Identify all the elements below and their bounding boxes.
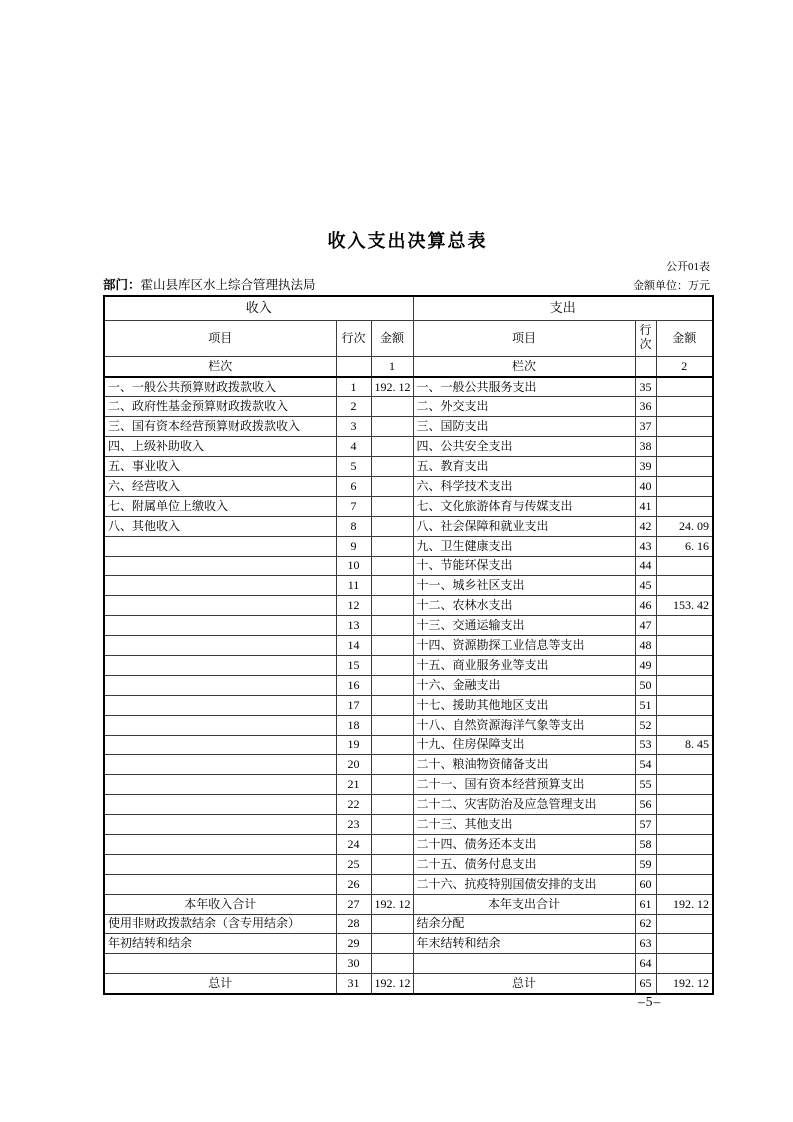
income-line-cell: 5: [336, 457, 371, 477]
table-column-header-row: [104, 320, 713, 356]
income-item-cell: [104, 874, 336, 894]
expense-line-cell: 45: [635, 576, 656, 596]
income-line-cell: 26: [336, 874, 371, 894]
income-item-cell: [104, 795, 336, 815]
expense-item-cell: 十、节能环保支出: [413, 556, 635, 576]
expense-line-cell: 38: [635, 437, 656, 457]
income-amount-cell: [371, 874, 413, 894]
expense-line-cell: 40: [635, 476, 656, 496]
expense-item-cell: 六、科学技术支出: [413, 476, 635, 496]
expense-line-cell: 46: [635, 596, 656, 616]
expense-amount-cell: [656, 795, 713, 815]
table-row: [104, 894, 713, 914]
department-line: [103, 275, 316, 293]
table-row: [104, 815, 713, 835]
income-amount-cell: [371, 437, 413, 457]
income-amount-cell: [371, 795, 413, 815]
expense-item-cell: 五、教育支出: [413, 457, 635, 477]
income-line-cell: 9: [336, 536, 371, 556]
expense-line-cell: 59: [635, 854, 656, 874]
expense-column-index-label: 栏次: [413, 356, 635, 377]
income-amount-cell: [371, 576, 413, 596]
income-item-cell: [104, 954, 336, 974]
income-line-cell: 30: [336, 954, 371, 974]
income-amount-cell: [371, 775, 413, 795]
expense-line-cell: 55: [635, 775, 656, 795]
table-row: [104, 715, 713, 735]
expense-amount-cell: [656, 616, 713, 636]
table-row: [104, 755, 713, 775]
income-item-cell: [104, 695, 336, 715]
expense-line-cell: 42: [635, 516, 656, 536]
income-item-cell: [104, 616, 336, 636]
income-item-cell: 年初结转和结余: [104, 934, 336, 954]
income-item-cell: 五、事业收入: [104, 457, 336, 477]
income-line-cell: 20: [336, 755, 371, 775]
expense-line-cell: 63: [635, 934, 656, 954]
income-amount-cell: 192. 12: [371, 974, 413, 994]
expense-item-cell: 十八、自然资源海洋气象等支出: [413, 715, 635, 735]
income-item-cell: [104, 775, 336, 795]
expense-item-cell: 十六、金融支出: [413, 675, 635, 695]
expense-item-cell: 十五、商业服务业等支出: [413, 655, 635, 675]
expense-amount-cell: [656, 476, 713, 496]
table-row: [104, 417, 713, 437]
income-line-cell: 19: [336, 735, 371, 755]
income-item-cell: 二、政府性基金预算财政拨款收入: [104, 397, 336, 417]
expense-amount-cell: [656, 655, 713, 675]
expense-item-cell: 三、国防支出: [413, 417, 635, 437]
income-line-cell: 24: [336, 834, 371, 854]
expense-item-cell: 二十一、国有资本经营预算支出: [413, 775, 635, 795]
table-row: [104, 695, 713, 715]
expense-item-cell: 二十二、灾害防治及应急管理支出: [413, 795, 635, 815]
income-item-cell: [104, 715, 336, 735]
expense-amount-cell: 6. 16: [656, 536, 713, 556]
expense-line-cell: 57: [635, 815, 656, 835]
income-amount-cell: [371, 715, 413, 735]
expense-line-cell: 49: [635, 655, 656, 675]
expense-item-cell: 八、社会保障和就业支出: [413, 516, 635, 536]
page-title: 收入支出决算总表: [327, 231, 488, 251]
expense-line-cell: 39: [635, 457, 656, 477]
expense-item-cell: 一、一般公共服务支出: [413, 377, 635, 397]
income-amount-cell: 192. 12: [371, 894, 413, 914]
table-row: [104, 536, 713, 556]
income-line-cell: 11: [336, 576, 371, 596]
income-item-cell: [104, 834, 336, 854]
expense-amount-cell: [656, 755, 713, 775]
income-amount-cell: [371, 536, 413, 556]
expense-line-cell: 64: [635, 954, 656, 974]
table-row: [104, 834, 713, 854]
expense-amount-cell: [656, 775, 713, 795]
expense-item-cell: 十三、交通运输支出: [413, 616, 635, 636]
expense-line-cell: 60: [635, 874, 656, 894]
expense-amount-cell: [656, 377, 713, 397]
income-item-cell: 七、附属单位上缴收入: [104, 496, 336, 516]
expense-amount-cell: [656, 914, 713, 934]
income-item-cell: 总计: [104, 974, 336, 994]
expense-item-cell: 二十六、抗疫特别国债安排的支出: [413, 874, 635, 894]
table-row: [104, 476, 713, 496]
expense-amount-cell: [656, 815, 713, 835]
expense-item-cell: 年末结转和结余: [413, 934, 635, 954]
income-amount-cell: [371, 735, 413, 755]
table-row: [104, 397, 713, 417]
income-amount-cell: [371, 695, 413, 715]
income-item-cell: [104, 854, 336, 874]
income-line-cell: 16: [336, 675, 371, 695]
expense-line-cell: 47: [635, 616, 656, 636]
income-line-cell: 31: [336, 974, 371, 994]
expense-item-cell: 十九、住房保障支出: [413, 735, 635, 755]
expense-line-cell: 56: [635, 795, 656, 815]
expense-item-cell: 二、外交支出: [413, 397, 635, 417]
income-line-cell: 12: [336, 596, 371, 616]
income-amount-cell: [371, 636, 413, 656]
table-row: [104, 974, 713, 994]
expense-item-cell: 九、卫生健康支出: [413, 536, 635, 556]
expense-item-cell: 七、文化旅游体育与传媒支出: [413, 496, 635, 516]
expense-item-cell: [413, 954, 635, 974]
income-amount-cell: [371, 834, 413, 854]
income-item-cell: 三、国有资本经营预算财政拨款收入: [104, 417, 336, 437]
expense-line-cell: 61: [635, 894, 656, 914]
expense-amount-cell: [656, 715, 713, 735]
income-line-index-blank: [336, 356, 371, 377]
expense-line-cell: 51: [635, 695, 656, 715]
expense-line-cell: 44: [635, 556, 656, 576]
expense-amount-cell: 8. 45: [656, 735, 713, 755]
document-sheet: [103, 0, 712, 995]
income-item-cell: [104, 576, 336, 596]
income-item-cell: [104, 655, 336, 675]
expense-amount-cell: 153. 42: [656, 596, 713, 616]
expense-line-index-blank: [635, 356, 656, 377]
expense-item-cell: 二十、粮油物资储备支出: [413, 755, 635, 775]
income-amount-cell: [371, 755, 413, 775]
income-item-cell: 使用非财政拨款结余（含专用结余）: [104, 914, 336, 934]
income-amount-cell: [371, 675, 413, 695]
expense-amount-cell: [656, 854, 713, 874]
income-line-cell: 7: [336, 496, 371, 516]
expense-amount-cell: [656, 934, 713, 954]
table-row: [104, 954, 713, 974]
income-line-cell: 25: [336, 854, 371, 874]
expense-amount-cell: [656, 417, 713, 437]
income-amount-cell: [371, 934, 413, 954]
income-item-cell: [104, 556, 336, 576]
income-item-cell: [104, 675, 336, 695]
table-row: [104, 457, 713, 477]
income-item-cell: [104, 636, 336, 656]
income-amount-cell: [371, 914, 413, 934]
income-line-cell: 10: [336, 556, 371, 576]
expense-amount-column-header: 金额: [656, 320, 713, 356]
expense-item-cell: 十二、农林水支出: [413, 596, 635, 616]
expense-amount-cell: 192. 12: [656, 974, 713, 994]
income-amount-cell: 192. 12: [371, 377, 413, 397]
expense-amount-cell: [656, 954, 713, 974]
expense-line-cell: 54: [635, 755, 656, 775]
income-item-cell: [104, 536, 336, 556]
expense-line-column-header: 行次: [635, 320, 656, 356]
income-line-cell: 21: [336, 775, 371, 795]
income-line-column-header: 行次: [336, 320, 371, 356]
expense-line-cell: 35: [635, 377, 656, 397]
expense-amount-cell: [656, 695, 713, 715]
income-line-cell: 23: [336, 815, 371, 835]
expense-line-cell: 52: [635, 715, 656, 735]
expense-amount-cell: 192. 12: [656, 894, 713, 914]
expense-line-cell: 65: [635, 974, 656, 994]
expense-item-cell: 结余分配: [413, 914, 635, 934]
expense-line-cell: 53: [635, 735, 656, 755]
table-row: [104, 556, 713, 576]
table-row: [104, 934, 713, 954]
meta-line: [103, 275, 712, 293]
department-name: 霍山县库区水上综合管理执法局: [140, 278, 316, 292]
table-row: [104, 795, 713, 815]
expense-item-cell: 四、公共安全支出: [413, 437, 635, 457]
income-amount-cell: [371, 516, 413, 536]
expense-line-cell: 43: [635, 536, 656, 556]
table-row: [104, 914, 713, 934]
table-row: [104, 854, 713, 874]
income-amount-cell: [371, 397, 413, 417]
income-amount-cell: [371, 556, 413, 576]
expense-line-cell: 58: [635, 834, 656, 854]
expense-line-cell: 41: [635, 496, 656, 516]
income-column-index: 1: [371, 356, 413, 377]
expense-item-cell: 十一、城乡社区支出: [413, 576, 635, 596]
table-code: 公开01表: [666, 261, 710, 273]
expense-line-cell: 37: [635, 417, 656, 437]
income-column-index-label: 栏次: [104, 356, 336, 377]
income-amount-cell: [371, 457, 413, 477]
income-amount-cell: [371, 815, 413, 835]
expense-line-cell: 50: [635, 675, 656, 695]
expense-column-index: 2: [656, 356, 713, 377]
income-amount-column-header: 金额: [371, 320, 413, 356]
income-amount-cell: [371, 596, 413, 616]
income-item-cell: 本年收入合计: [104, 894, 336, 914]
income-amount-cell: [371, 476, 413, 496]
expense-amount-cell: [656, 874, 713, 894]
table-row: [104, 437, 713, 457]
table-row: [104, 596, 713, 616]
department-label: 部门：: [103, 278, 141, 292]
income-item-cell: 一、一般公共预算财政拨款收入: [104, 377, 336, 397]
expense-amount-cell: [656, 636, 713, 656]
income-line-cell: 28: [336, 914, 371, 934]
income-line-cell: 18: [336, 715, 371, 735]
table-row: [104, 576, 713, 596]
column-index-row: [104, 356, 713, 377]
income-amount-cell: [371, 854, 413, 874]
expense-item-cell: 二十五、债务付息支出: [413, 854, 635, 874]
table-row: [104, 616, 713, 636]
table-row: [104, 874, 713, 894]
summary-table: [103, 295, 714, 995]
income-item-cell: [104, 815, 336, 835]
expense-item-cell: 总计: [413, 974, 635, 994]
expense-item-cell: 二十四、债务还本支出: [413, 834, 635, 854]
expense-amount-cell: [656, 437, 713, 457]
income-line-cell: 6: [336, 476, 371, 496]
expense-item-cell: 十四、资源勘探工业信息等支出: [413, 636, 635, 656]
income-amount-cell: [371, 655, 413, 675]
income-line-cell: 17: [336, 695, 371, 715]
table-row: [104, 377, 713, 397]
table-body: [104, 377, 713, 994]
table-section-header-row: [104, 296, 713, 320]
expense-item-cell: 二十三、其他支出: [413, 815, 635, 835]
table-row: [104, 775, 713, 795]
income-item-cell: 八、其他收入: [104, 516, 336, 536]
income-line-cell: 4: [336, 437, 371, 457]
amount-unit-note: 金额单位：万元: [633, 280, 710, 292]
expense-amount-cell: [656, 496, 713, 516]
income-item-cell: 六、经营收入: [104, 476, 336, 496]
income-section-header: 收入: [104, 296, 413, 320]
expense-amount-cell: [656, 457, 713, 477]
expense-amount-cell: [656, 397, 713, 417]
income-item-cell: [104, 755, 336, 775]
table-row: [104, 636, 713, 656]
income-item-column-header: 项目: [104, 320, 336, 356]
expense-line-cell: 36: [635, 397, 656, 417]
income-line-cell: 14: [336, 636, 371, 656]
income-amount-cell: [371, 954, 413, 974]
income-item-cell: [104, 735, 336, 755]
table-row: [104, 655, 713, 675]
table-row: [104, 675, 713, 695]
income-amount-cell: [371, 496, 413, 516]
income-line-cell: 1: [336, 377, 371, 397]
page-number: –5–: [638, 994, 662, 1009]
income-line-cell: 22: [336, 795, 371, 815]
income-item-cell: 四、上级补助收入: [104, 437, 336, 457]
table-row: [104, 516, 713, 536]
income-line-cell: 2: [336, 397, 371, 417]
expense-amount-cell: [656, 675, 713, 695]
expense-item-cell: 本年支出合计: [413, 894, 635, 914]
expense-amount-cell: [656, 834, 713, 854]
expense-line-cell: 62: [635, 914, 656, 934]
income-amount-cell: [371, 616, 413, 636]
expense-line-cell: 48: [635, 636, 656, 656]
expense-amount-cell: [656, 576, 713, 596]
income-line-cell: 8: [336, 516, 371, 536]
table-row: [104, 735, 713, 755]
expense-item-column-header: 项目: [413, 320, 635, 356]
income-line-cell: 15: [336, 655, 371, 675]
income-line-cell: 29: [336, 934, 371, 954]
income-line-cell: 13: [336, 616, 371, 636]
income-item-cell: [104, 596, 336, 616]
expense-item-cell: 十七、援助其他地区支出: [413, 695, 635, 715]
income-line-cell: 27: [336, 894, 371, 914]
expense-amount-cell: 24. 09: [656, 516, 713, 536]
income-amount-cell: [371, 417, 413, 437]
expense-amount-cell: [656, 556, 713, 576]
expense-section-header: 支出: [413, 296, 713, 320]
table-row: [104, 496, 713, 516]
income-line-cell: 3: [336, 417, 371, 437]
